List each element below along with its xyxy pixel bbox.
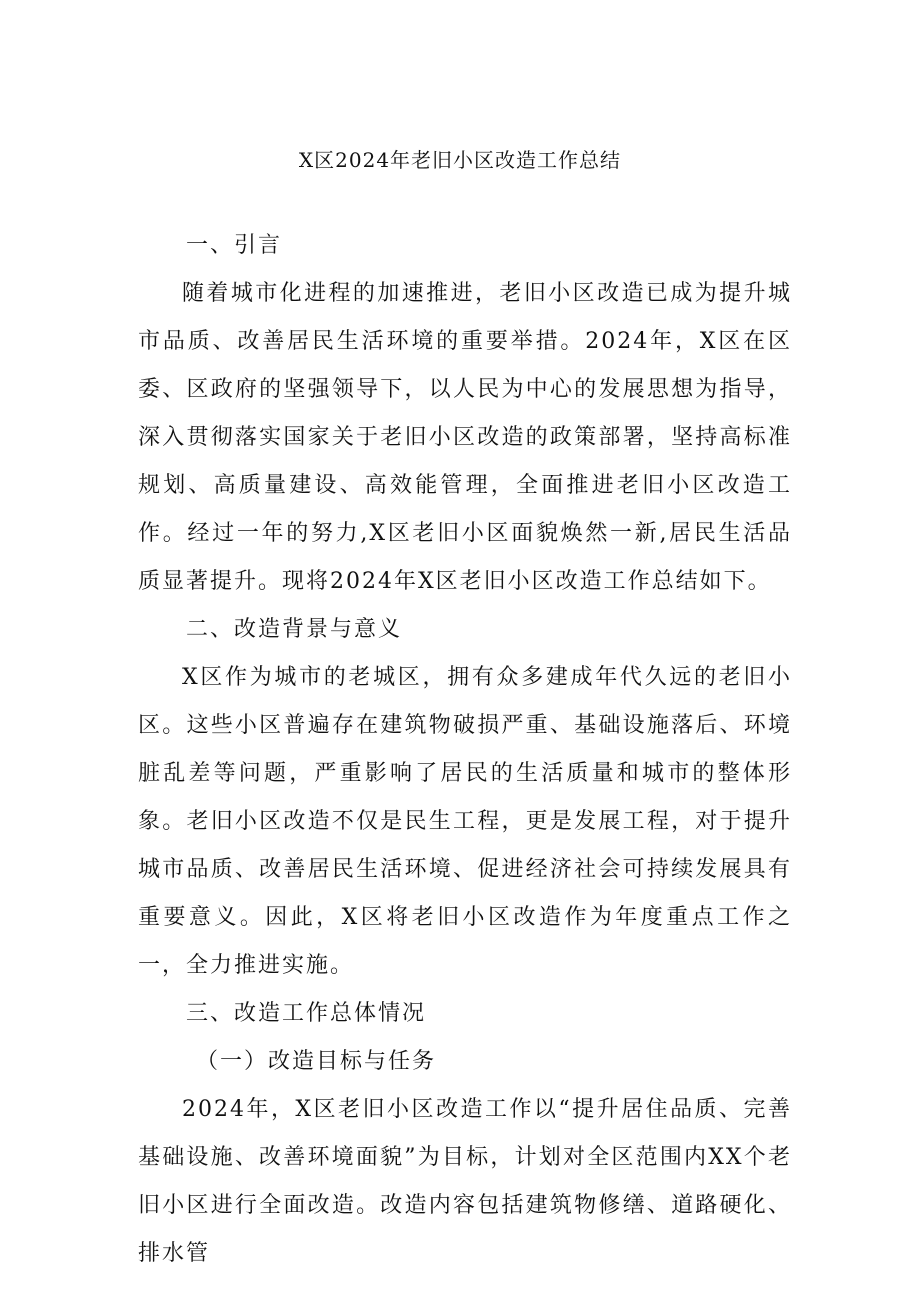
section-heading-background: 二、改造背景与意义 xyxy=(186,617,403,642)
paragraph-goals: 2024年，X区老旧小区改造工作以“提升居住品质、完善基础设施、改善环境面貌”为目标，计划对全区范围内XX个老旧小区进行全面改造。改造内容包括建筑物修缮、道路硬化、排水管 xyxy=(138,1097,792,1266)
paragraph-introduction: 随着城市化进程的加速推进，老旧小区改造已成为提升城市品质、改善居民生活环境的重要举措。2024年，X区在区委、区政府的坚强领导下，以人民为中心的发展思想为指导，深入贯彻落实国家关于老旧小区改造的政策部署，坚持高标准规划、高质量建设、高效能管理，全面推进老旧小区改造工作。经过一年的努力,X区老旧小区面貌焕然一新,居民生活品质显著提升。现将2024年X区老旧小区改造工作总结如下。 xyxy=(138,281,792,594)
subsection-heading-goals: （一）改造目标与任务 xyxy=(196,1049,437,1074)
document-title: X区2024年老旧小区改造工作总结 xyxy=(298,148,622,172)
section-heading-introduction: 一、引言 xyxy=(186,233,283,258)
document-body xyxy=(138,222,792,1278)
paragraph-background: X区作为城市的老城区，拥有众多建成年代久远的老旧小区。这些小区普遍存在建筑物破损严重、基础设施落后、环境脏乱差等问题，严重影响了居民的生活质量和城市的整体形象。老旧小区改造不仅是民生工程，更是发展工程，对于提升城市品质、改善居民生活环境、促进经济社会可持续发展具有重要意义。因此，X区将老旧小区改造作为年度重点工作之一，全力推进实施。 xyxy=(138,665,792,978)
section-heading-overall: 三、改造工作总体情况 xyxy=(186,1001,427,1026)
